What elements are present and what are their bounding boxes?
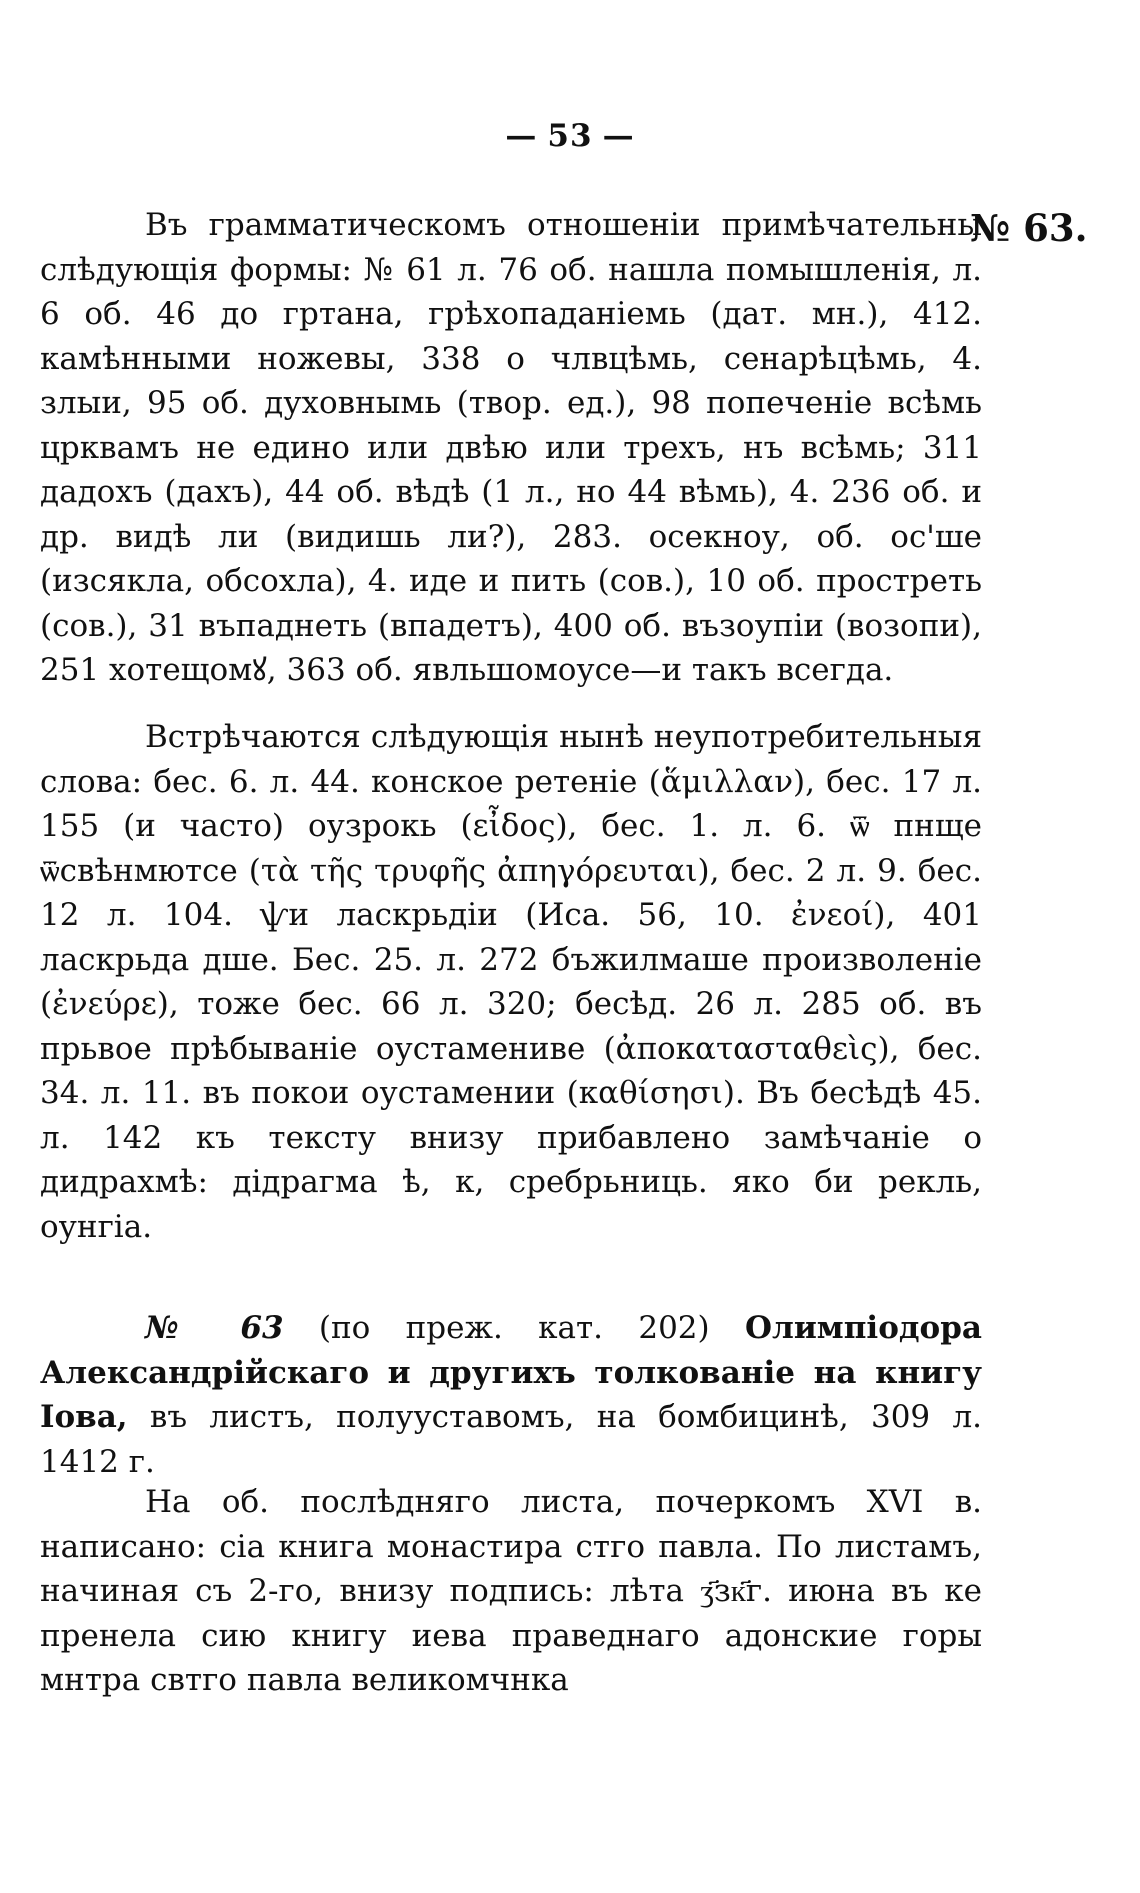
- paragraph-grammatical-forms: [40, 203, 982, 693]
- margin-reference: № 63.: [970, 206, 1088, 250]
- entry-title: Олимпіодора Александрійскаго и другихъ толкованіе на книгу Іова,: [40, 1310, 982, 1435]
- paragraph-text: Встрѣчаются слѣдующія нынѣ неупотребительныя слова: бес. 6. л. 44. конское ретеніе (ἅμιλλαν), бес. 17 л. 155 (и часто) оузрокь (εἶδος), бес. 1. л. 6. ѿ пнще ѿсвѣнмютсе (τὰ τῆς τρυφῆς ἀπηγόρευται), бес. 2 л. 9. бес. 12 л. 104. ѱи ласкрьдіи (Иса. 56, 10. ἐνεοί), 401 ласкрьда дше. Бес. 25. л. 272 бъжилмаше произволеніе (ἐνεύρε), тоже бес. 66 л. 320; бесѣд. 26 л. 285 об. въ прьвое прѣбываніе оустамениве (ἀποκατασταθεὶς), бес. 34. л. 11. въ покои оустамении (καθίσησι). Въ бесѣдѣ 45. л. 142 къ тексту внизу прибавлено замѣчаніе о дидрахмѣ: дідрагма ѣ, к, сребрьниць. яко би рекль, оунгіа.: [40, 719, 982, 1245]
- entry-number: № 63: [145, 1310, 284, 1346]
- page-number-value: 53: [547, 118, 593, 154]
- paragraph-text: На об. послѣдняго листа, почеркомъ XVI в. написано: сіа книга монастира стго павла. По листамъ, начиная съ 2-го, внизу подпись: лѣта ӡ҃зк҃г. июна въ ке пренела сию книгу иева праведнаго адонские горы мнтра свтго павла великомчнка: [40, 1484, 982, 1698]
- paragraph-obsolete-words: [40, 715, 982, 1249]
- entry-former-catalog: (по преж. кат. 202): [318, 1310, 710, 1346]
- catalog-entry-heading: [40, 1306, 982, 1484]
- page-number: — 53 —: [505, 118, 635, 154]
- entry-description: въ листъ, полууставомъ, на бомбицинѣ, 309 л. 1412 г.: [40, 1399, 982, 1480]
- paragraph-text: Въ грамматическомъ отношеніи примѣчательны слѣдующія формы: № 61 л. 76 об. нашла помышленія, л. 6 об. 46 до гртана, грѣхопаданіемь (дат. мн.), 412. камѣнными ножевы, 338 о члвцѣмь, сенарѣцѣмь, 4. злыи, 95 об. духовнымь (твор. ед.), 98 попеченіе всѣмь црквамъ не едино или двѣю или трехъ, нъ всѣмь; 311 дадохъ (дахъ), 44 об. вѣдѣ (1 л., но 44 вѣмь), 4. 236 об. и др. видѣ ли (видишь ли?), 283. осекноу, об. ос'ше (изсякла, обсохла), 4. иде и пить (сов.), 10 об. простреть (сов.), 31 въпаднеть (впадетъ), 400 об. възоупіи (возопи), 251 хотещомꙋ, 363 об. явльшомоусе—и такъ всегда.: [40, 207, 982, 688]
- paragraph-inscription: [40, 1480, 982, 1703]
